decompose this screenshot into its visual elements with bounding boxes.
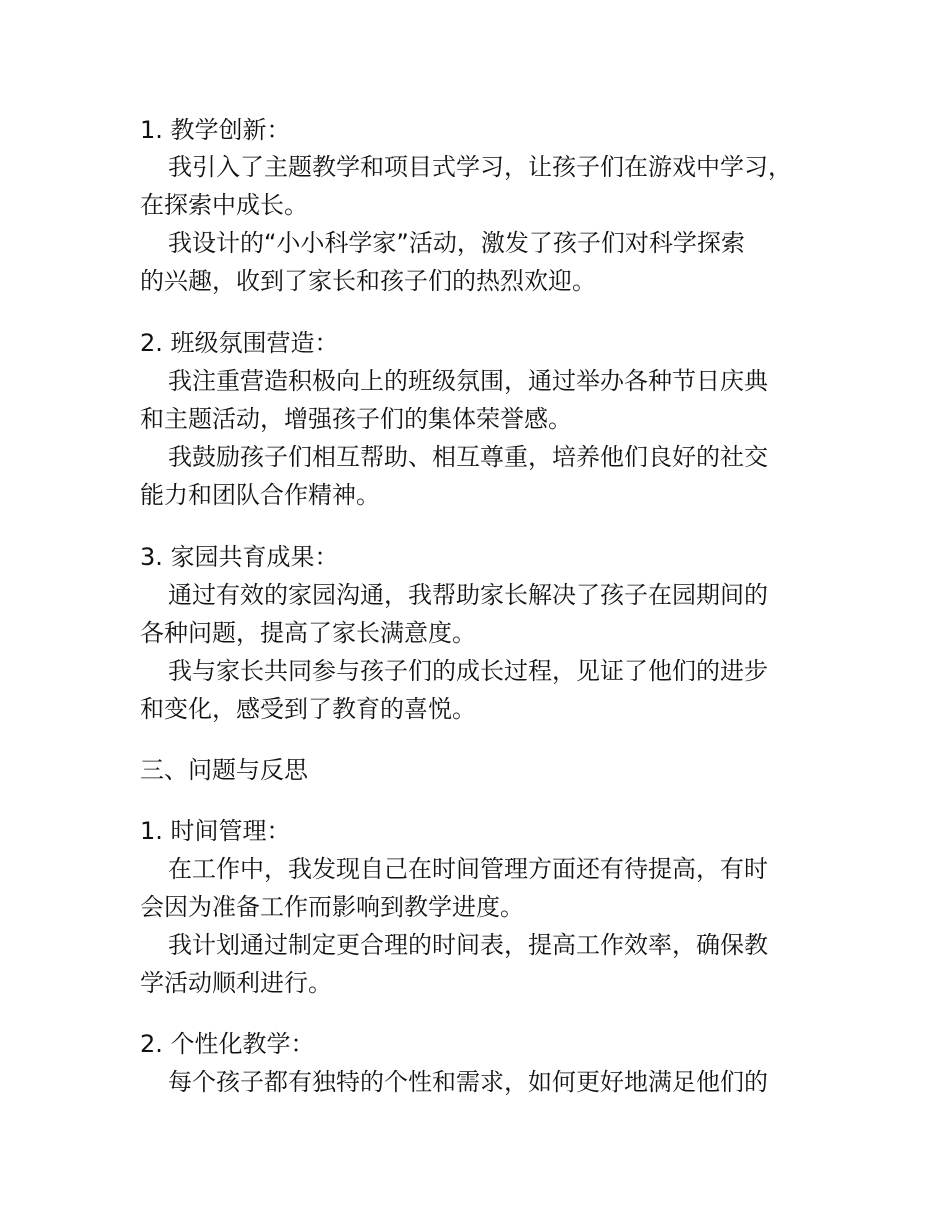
paragraph-line: 我注重营造积极向上的班级氛围，通过举办各种节日庆典 [168,367,768,395]
paragraph-line: 学活动顺利进行。 [140,969,332,997]
section-heading-problems-reflection: 三、问题与反思 [140,756,308,784]
paragraph-line: 每个孩子都有独特的个性和需求，如何更好地满足他们的 [168,1068,768,1096]
paragraph-line: 和变化，感受到了教育的喜悦。 [140,695,476,723]
paragraph-line: 能力和团队合作精神。 [140,481,380,509]
paragraph-line: 通过有效的家园沟通，我帮助家长解决了孩子在园期间的 [168,581,768,609]
paragraph-line: 我引入了主题教学和项目式学习，让孩子们在游戏中学习， [168,153,792,181]
paragraph-line: 我与家长共同参与孩子们的成长过程，见证了他们的进步 [168,657,768,685]
paragraph-line: 在探索中成长。 [140,191,308,219]
paragraph-line: 我鼓励孩子们相互帮助、相互尊重，培养他们良好的社交 [168,443,768,471]
paragraph-line: 的兴趣，收到了家长和孩子们的热烈欢迎。 [140,267,596,295]
subheading-teaching-innovation: 1. 教学创新： [140,116,291,144]
subheading-home-school-results: 3. 家园共育成果： [140,543,339,571]
subheading-personalized-teaching: 2. 个性化教学： [140,1030,315,1058]
subheading-time-management: 1. 时间管理： [140,817,291,845]
paragraph-line: 我计划通过制定更合理的时间表，提高工作效率，确保教 [168,931,768,959]
subheading-class-atmosphere: 2. 班级氛围营造： [140,329,339,357]
paragraph-line: 各种问题，提高了家长满意度。 [140,619,476,647]
paragraph-line: 我设计的“小小科学家”活动，激发了孩子们对科学探索 [168,229,745,257]
paragraph-line: 和主题活动，增强孩子们的集体荣誉感。 [140,405,572,433]
paragraph-line: 在工作中，我发现自己在时间管理方面还有待提高，有时 [168,855,768,883]
paragraph-line: 会因为准备工作而影响到教学进度。 [140,893,524,921]
